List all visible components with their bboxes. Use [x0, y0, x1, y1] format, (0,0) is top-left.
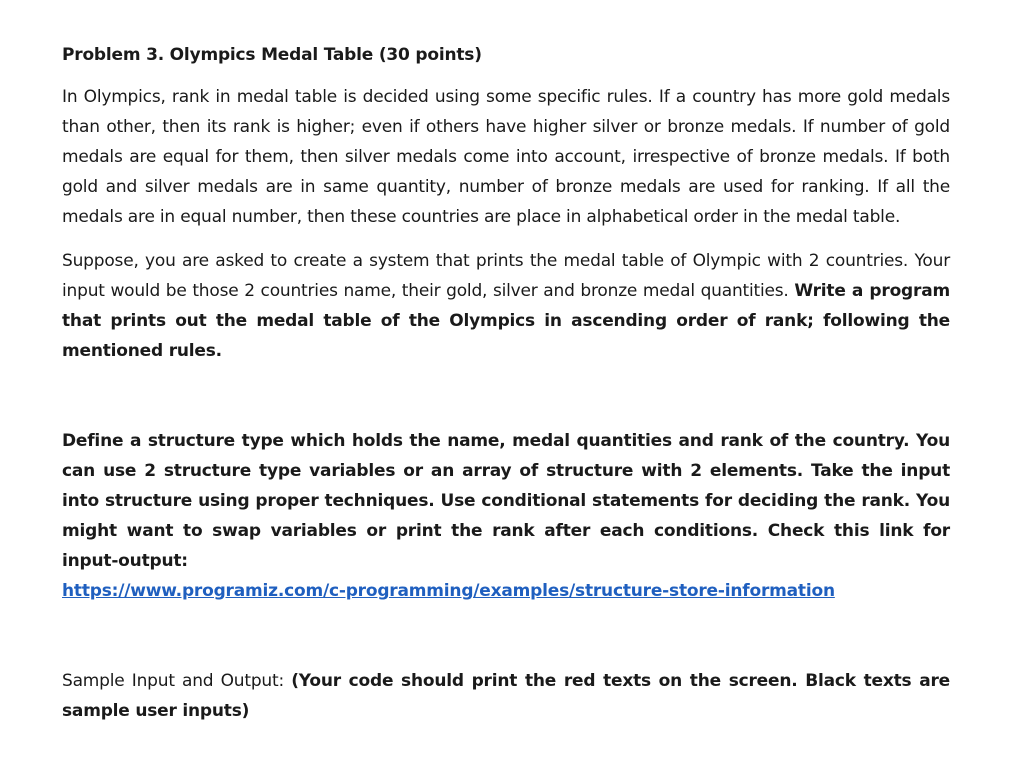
task-instruction-text: Write a program that prints out the medal table of the Olympics in ascending order of rank; following the mentioned rules.: [62, 281, 950, 361]
sample-io-paragraph: [62, 666, 950, 726]
programiz-link[interactable]: https://www.programiz.com/c-programming/examples/structure-store-information: [62, 581, 835, 601]
structure-paragraph: [62, 426, 950, 606]
structure-instruction-text: Define a structure type which holds the name, medal quantities and rank of the country. You can use 2 structure type variables or an array of structure with 2 elements. Take the input into structure using proper techniques. Use conditional statements for deciding the rank. You might want to swap variables or print the rank after each conditions. Check this link for input-output:: [62, 431, 950, 571]
document-page: [62, 40, 950, 726]
sample-io-note: (Your code should print the red texts on the screen. Black texts are sample user inputs): [62, 671, 951, 721]
task-intro-text: Suppose, you are asked to create a system that prints the medal table of Olympic with 2 countries. Your input would be those 2 countries name, their gold, silver and bronze medal quantities.: [62, 251, 950, 301]
ranking-rules-paragraph: In Olympics, rank in medal table is decided using some specific rules. If a country has more gold medals than other, then its rank is higher; even if others have higher silver or bronze medals. If number of gold medals are equal for them, then silver medals come into account, irrespective of bronze medals. If both gold and silver medals are in same quantity, number of bronze medals are used for ranking. If all the medals are in equal number, then these countries are place in alphabetical order in the medal table.: [62, 87, 950, 227]
sample-io-label: Sample Input and Output:: [62, 671, 292, 691]
task-paragraph: [62, 246, 950, 366]
problem-title: Problem 3. Olympics Medal Table (30 points): [62, 45, 482, 65]
